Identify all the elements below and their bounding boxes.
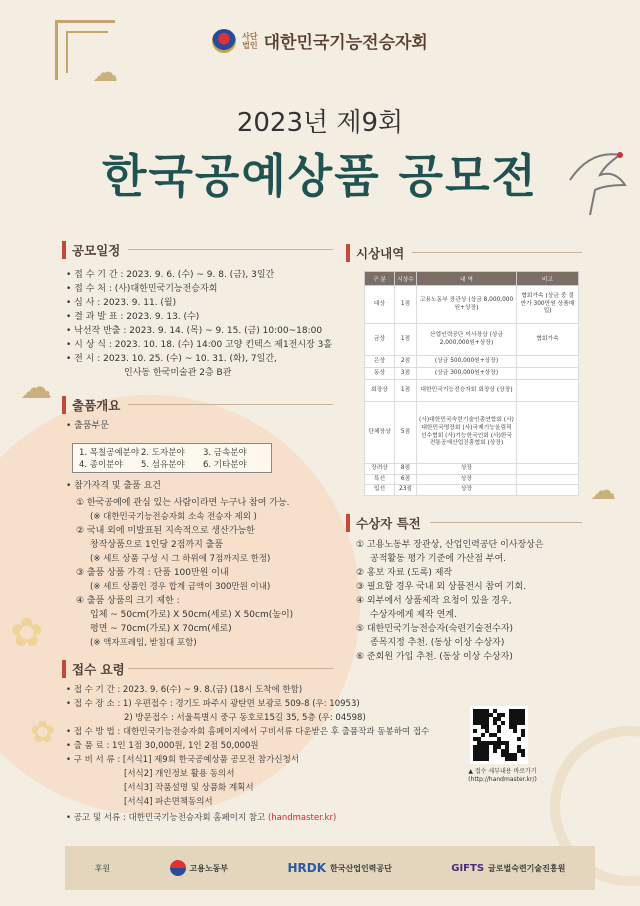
table-cell: 8점 [395, 464, 417, 475]
application-item: • 출 품 료 : 1인 1점 30,000원, 1인 2점 50,000원 [66, 741, 259, 751]
table-cell: 2점 [395, 356, 417, 368]
application-item: • 접 수 장 소 : 1) 우편접수 : 경기도 파주시 광탄면 보광로 509-8 (우: 10953) [66, 699, 360, 709]
column-header: 내 역 [417, 272, 517, 286]
column-header: 시상수 [395, 272, 417, 286]
schedule-item: • 접 수 기 간 : 2023. 9. 6. (수) ~ 9. 8. (금), 3일간 [66, 270, 275, 280]
schedule-item: • 낙선작 반출 : 2023. 9. 14. (목) ~ 9. 15. (금) 10:00~18:00 [66, 326, 323, 336]
table-row [365, 402, 579, 464]
cloud-icon: ☁ [590, 476, 616, 506]
table-cell: (상금 300,000원+상장) [417, 368, 517, 380]
requirement-item: ④ 출품 상품의 크기 제한 : [76, 596, 180, 606]
table-cell: 상장 [417, 464, 517, 475]
requirement-item: 창작상품으로 1인당 2점까지 출품 [90, 540, 224, 550]
benefits-heading: 수상자 특전 [346, 514, 429, 532]
table-cell: 5점 [395, 402, 417, 464]
table-row [365, 286, 579, 324]
notice-line [66, 812, 336, 826]
category-item: 1. 목칠공예분야 [79, 448, 140, 458]
table-cell [517, 474, 579, 485]
gifts-name: 글로벌숙련기술진흥원 [488, 863, 566, 873]
table-cell: 6점 [395, 474, 417, 485]
application-item: • 구 비 서 류 : [서식1] 제9회 한국공예상품 공모전 참가신청서 [66, 755, 299, 765]
hrdk-mark: HRDK [287, 861, 327, 875]
table-cell: 상장 [417, 474, 517, 485]
table-cell: 1점 [395, 324, 417, 356]
application-item: • 접 수 기 간 : 2023. 9. 6(수) ~ 9. 8.(금) (18시 도착에 한함) [66, 685, 303, 695]
qr-code[interactable] [470, 706, 528, 764]
benefit-item: ⑤ 대한민국기능전승자(숙련기술전수자) [356, 624, 514, 634]
benefit-item: ⑥ 준회원 가입 추천. (동상 이상 수상자) [356, 652, 513, 662]
table-cell [517, 485, 579, 496]
table-cell: 특선 [365, 474, 395, 485]
schedule-item: • 시 상 식 : 2023. 10. 18. (수) 14:00 고양 킨텍스 제1전시장 3홀 [66, 340, 333, 350]
divider [430, 522, 582, 523]
table-cell [517, 402, 579, 464]
table-cell: 협회가속 [517, 324, 579, 356]
table-cell: 1점 [395, 286, 417, 324]
schedule-heading: 공모일정 [62, 241, 128, 259]
schedule-item: • 심 사 : 2023. 9. 11. (월) [66, 298, 177, 308]
divider [412, 252, 582, 253]
requirement-item: ② 국내 외에 미발표된 지속적으로 생산가능한 [76, 526, 255, 536]
requirement-item: (※ 세트 상품인 경우 합계 금액이 300만원 이내) [90, 582, 271, 592]
benefit-item: ① 고용노동부 장관상, 산업인력공단 이사장상은 [356, 540, 544, 550]
table-cell: 산업인력공단 이사장상 (상금 2,000,000원+상장) [417, 324, 517, 356]
emblem-icon [212, 29, 236, 53]
benefit-item: 수상자에게 제작 연계. [370, 610, 457, 620]
column-header: 구 분 [365, 272, 395, 286]
category-item: 4. 종이분야 [79, 460, 123, 470]
table-cell: 은상 [365, 356, 395, 368]
footer [65, 846, 595, 890]
category-item: 6. 기타분야 [203, 460, 247, 470]
application-item: [서식4] 파손면책동의서 [124, 797, 213, 807]
benefit-item: ② 홍보 자료 (도록) 제작 [356, 568, 453, 578]
table-cell: 대상 [365, 286, 395, 324]
org-prefix: 사단 법인 [242, 31, 258, 50]
table-cell [517, 380, 579, 402]
table-row [365, 356, 579, 368]
table-cell: 3점 [395, 368, 417, 380]
table-cell: 장려상 [365, 464, 395, 475]
moel-name: 고용노동부 [189, 863, 229, 873]
application-heading: 접수 요령 [62, 660, 133, 678]
subtitle: 2023년 제9회 [236, 108, 404, 138]
table-row [365, 368, 579, 380]
benefit-item: ④ 외부에서 상품제작 요청이 있을 경우, [356, 596, 512, 606]
flower-icon: ✿ [10, 610, 44, 656]
overview-heading: 출품개요 [62, 396, 128, 414]
table-row [365, 474, 579, 485]
table-row [365, 380, 579, 402]
requirement-item: ③ 출품 상품 가격 : 단품 100만원 이내 [76, 568, 229, 578]
schedule-item: • 결 과 발 표 : 2023. 9. 13. (수) [66, 312, 200, 322]
category-item: 3. 금속분야 [203, 448, 247, 458]
qr-pattern [473, 709, 525, 761]
awards-heading: 시상내역 [346, 244, 412, 262]
requirement-item: ① 한국공예에 관심 있는 사람이라면 누구나 참여 가능. [76, 498, 290, 508]
org-logo [212, 28, 428, 53]
cloud-icon: ☁ [92, 58, 118, 88]
category-item: 5. 섬유분야 [141, 460, 185, 470]
table-cell: 대한민국기능전승자회 회장상 (상장) [417, 380, 517, 402]
benefit-item: 종목지정 추천. (동상 이상 수상자) [370, 638, 505, 648]
table-cell [517, 356, 579, 368]
schedule-item: • 접 수 처 : (사)대한민국기능전승자회 [66, 284, 218, 294]
table-cell: 1점 [395, 380, 417, 402]
sponsor-label: 후원 [94, 863, 111, 873]
gifts-logo [451, 863, 565, 874]
table-row [365, 324, 579, 356]
page-title: 한국공예상품 공모전 [102, 149, 538, 203]
requirement-item: (※ 세트 상품 구성 시 그 하위에 7점까지로 한정) [90, 554, 271, 564]
application-item: 2) 방문접수 : 서울특별시 중구 동호로15길 35, 5층 (우: 04598) [124, 713, 366, 723]
benefit-item: ③ 필요할 경우 국내 외 상품전시 참여 기회. [356, 582, 527, 592]
table-cell: 단체장상 [365, 402, 395, 464]
gifts-mark: GIFTS [451, 862, 485, 874]
requirement-item: 평면 ~ 70cm(가로) X 70cm(세로) [90, 624, 232, 634]
category-item: 2. 도자분야 [141, 448, 185, 458]
divider [128, 668, 333, 669]
homepage-link[interactable]: (handmaster.kr) [267, 813, 337, 823]
header [0, 28, 640, 57]
table-cell [517, 464, 579, 475]
table-row [365, 464, 579, 475]
schedule-item: 인사동 한국미술관 2층 B관 [124, 368, 232, 378]
table-cell: 상장 [417, 485, 517, 496]
flower-icon: ✿ [30, 715, 56, 750]
benefit-item: 공적활동 평가 기준에 가산점 부여. [370, 554, 507, 564]
category-box [72, 443, 272, 473]
divider [128, 249, 333, 250]
table-cell: (사)대한민국숙련기술인총연합회 (사)대한민국명장회 (사)국제기능올림픽선수협회 (사)기능한국인회 (사)한국전통공예산업진흥협회 (상장) [417, 402, 517, 464]
requirements-label: • 참가자격 및 출품 요건 [66, 481, 161, 491]
table-cell [517, 368, 579, 380]
table-cell: 입선 [365, 485, 395, 496]
moel-emblem-icon [170, 860, 186, 876]
divider [128, 404, 333, 405]
cloud-icon: ☁ [20, 368, 52, 406]
table-cell: (상금 500,000원+상장) [417, 356, 517, 368]
awards-table [364, 271, 579, 496]
hrdk-logo [288, 861, 392, 875]
org-name: 대한민국기능전승자회 [263, 33, 428, 53]
table-cell: 회장상 [365, 380, 395, 402]
table-cell: 23점 [395, 485, 417, 496]
requirement-item: 입체 ~ 50cm(가로) X 50cm(세로) X 50cm(높이) [90, 610, 294, 620]
table-cell: 금상 [365, 324, 395, 356]
table-header-row [365, 272, 579, 286]
requirement-item: (※ 액자프레임, 받침대 포함) [90, 638, 197, 648]
application-item: [서식3] 작품설명 및 상품화 계획서 [124, 783, 254, 793]
table-cell: 협회가속 (상금 중 절반가 300만원 상품매입) [517, 286, 579, 324]
table-cell: 동상 [365, 368, 395, 380]
hrdk-name: 한국산업인력공단 [330, 863, 392, 873]
column-header: 비고 [517, 272, 579, 286]
requirement-item: (※ 대한민국기능전승자회 소속 전승자 제외 ) [90, 512, 257, 522]
table-row [365, 485, 579, 496]
moel-logo [170, 860, 229, 876]
schedule-item: • 전 시 : 2023. 10. 25. (수) ~ 10. 31. (화), 7일간, [66, 354, 277, 364]
application-item: [서식2] 개인정보 활용 동의서 [124, 769, 235, 779]
application-item: • 접 수 방 법 : 대한민국기능전승자회 홈페이지에서 구비서류 다운받은 후 출품작과 동봉하여 접수 [66, 727, 430, 737]
table-cell: 고용노동부 장관상 (상금 8,000,000원+상장) [417, 286, 517, 324]
notice-text: • 공고 및 서류 : 대한민국기능전승자회 홈페이지 참고 [66, 813, 266, 823]
qr-caption: ▲ 접수 세부내용 바로가기 (http://handmaster.kr/) [468, 768, 537, 783]
category-label: • 출품부문 [66, 421, 109, 431]
